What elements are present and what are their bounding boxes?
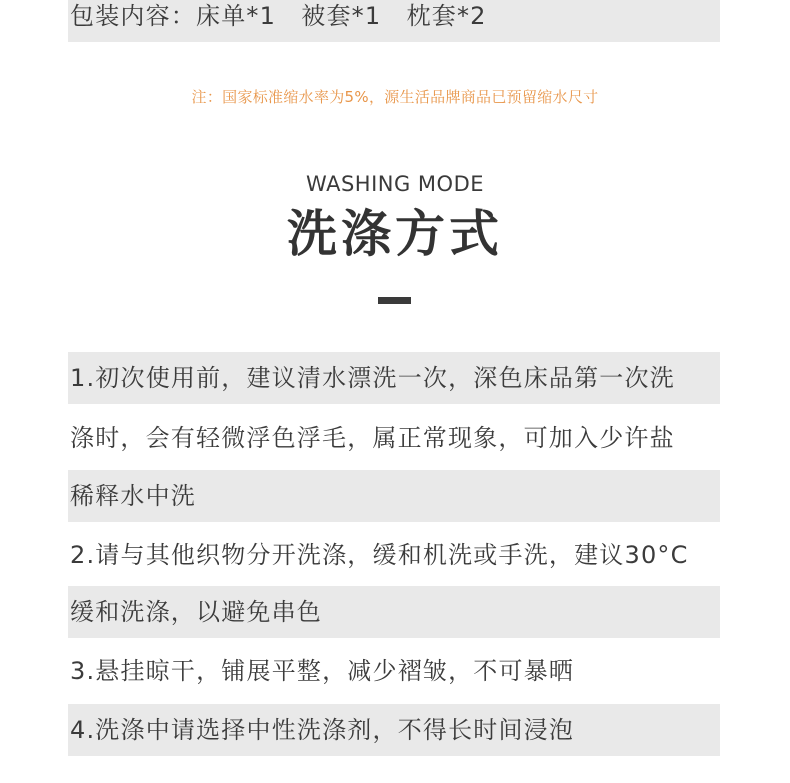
washing-line-text: 2.请与其他织物分开洗涤，缓和机洗或手洗，建议30°C bbox=[70, 541, 689, 569]
washing-line-row bbox=[68, 470, 720, 522]
shrinkage-note: 注：国家标准缩水率为5%，源生活品牌商品已预留缩水尺寸 bbox=[191, 88, 599, 106]
washing-line-text: 涤时，会有轻微浮色浮毛，属正常现象，可加入少许盐 bbox=[70, 424, 675, 452]
washing-line-row bbox=[68, 645, 720, 697]
title-underline-bar bbox=[378, 297, 411, 304]
washing-line-row bbox=[68, 352, 720, 404]
section-title-en: WASHING MODE bbox=[305, 172, 485, 196]
washing-line-row bbox=[68, 704, 720, 756]
washing-line-row bbox=[68, 529, 720, 581]
washing-line-text: 4.洗涤中请选择中性洗涤剂，不得长时间浸泡 bbox=[70, 716, 575, 744]
washing-line-text: 1.初次使用前，建议清水漂洗一次，深色床品第一次洗 bbox=[70, 364, 675, 392]
washing-line-text: 稀释水中洗 bbox=[70, 482, 196, 510]
washing-line-row bbox=[68, 586, 720, 638]
washing-line-row bbox=[68, 412, 720, 464]
washing-line-text: 缓和洗涤，以避免串色 bbox=[70, 598, 322, 626]
section-title-cn: 洗涤方式 bbox=[287, 205, 503, 263]
package-contents-row bbox=[68, 0, 720, 42]
package-contents-text: 包装内容：床单*1 被套*1 枕套*2 bbox=[70, 2, 487, 30]
washing-line-text: 3.悬挂晾干，铺展平整，减少褶皱，不可暴晒 bbox=[70, 657, 575, 685]
